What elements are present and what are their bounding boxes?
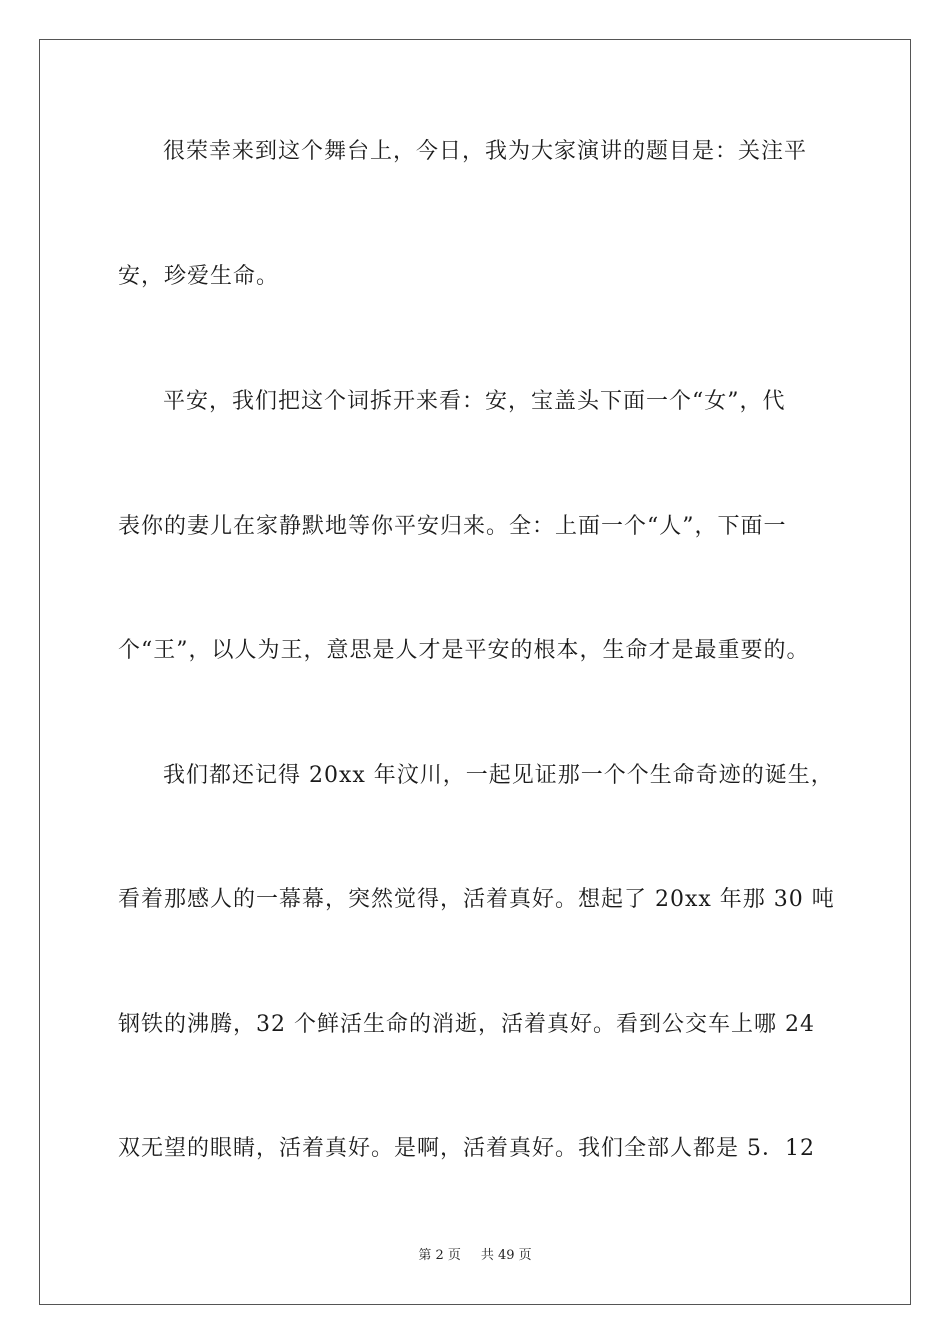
paragraph-3-line-2: 看着那感人的一幕幕，突然觉得，活着真好。想起了 20xx 年那 30 吨 — [118, 887, 835, 912]
paragraph-3-line-4: 双无望的眼睛，活着真好。是啊，活着真好。我们全部人都是 5．12 — [118, 1136, 815, 1161]
page-number: 第 2 页 — [418, 1248, 461, 1263]
paragraph-3-line-3: 钢铁的沸腾，32 个鲜活生命的消逝，活着真好。看到公交车上哪 24 — [118, 1012, 815, 1037]
paragraph-1-line-1: 很荣幸来到这个舞台上，今日，我为大家演讲的题目是：关注平 — [163, 139, 808, 164]
paragraph-1-line-2: 安，珍爱生命。 — [118, 264, 280, 289]
paragraph-3-line-1: 我们都还记得 20xx 年汶川，一起见证那一个个生命奇迹的诞生， — [163, 763, 834, 788]
paragraph-2-line-2: 表你的妻儿在家静默地等你平安归来。全：上面一个“人”，下面一 — [118, 514, 787, 539]
page-footer — [0, 1247, 950, 1265]
paragraph-2-line-1: 平安，我们把这个词拆开来看：安，宝盖头下面一个“女”，代 — [163, 389, 786, 414]
paragraph-2-line-3: 个“王”，以人为王，意思是人才是平安的根本，生命才是最重要的。 — [118, 638, 810, 663]
page-border — [39, 39, 911, 1305]
page-total: 共 49 页 — [480, 1248, 532, 1263]
